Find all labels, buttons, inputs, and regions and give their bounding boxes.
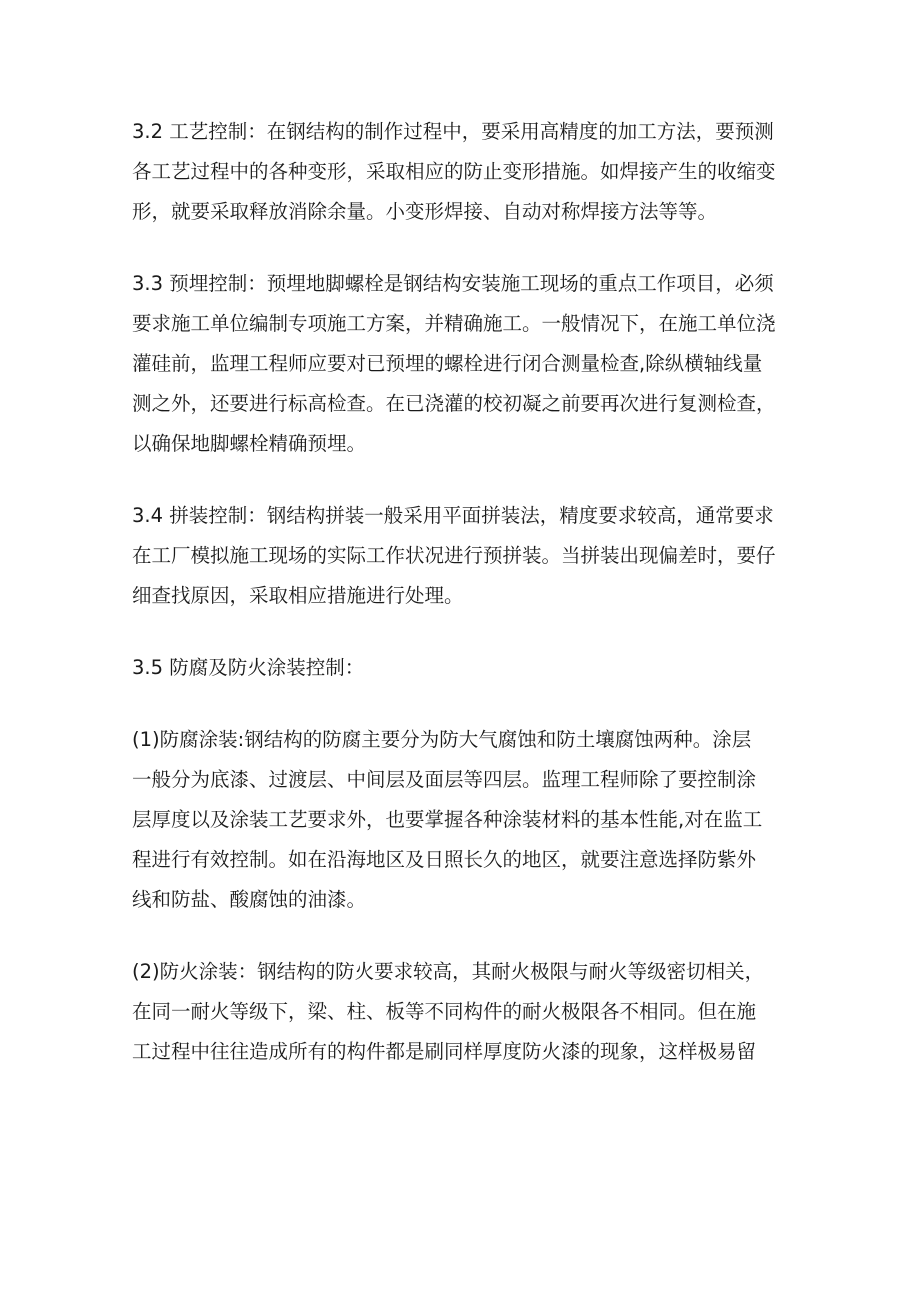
paragraph-line: 3.5 防腐及防火涂装控制： — [132, 656, 365, 679]
paragraph-3-2-process-control — [132, 112, 812, 232]
paragraph-line: 一般分为底漆、过渡层、中间层及面层等四层。监理工程师除了要控制涂 — [132, 768, 757, 791]
paragraph-fireproof-coating — [132, 952, 812, 1072]
paragraph-line: 要求施工单位编制专项施工方案，并精确施工。一般情况下，在施工单位浇 — [132, 312, 776, 335]
paragraph-line: 层厚度以及涂装工艺要求外，也要掌握各种涂装材料的基本性能,对在监工 — [132, 808, 763, 831]
paragraph-line: 灌硅前，监理工程师应要对已预埋的螺栓进行闭合测量检查,除纵横轴线量 — [132, 352, 763, 375]
paragraph-line: 以确保地脚螺栓精确预埋。 — [132, 432, 367, 455]
paragraph-line: 程进行有效控制。如在沿海地区及日照长久的地区，就要注意选择防紫外 — [132, 848, 757, 871]
paragraph-line: (1)防腐涂装:钢结构的防腐主要分为防大气腐蚀和防土壤腐蚀两种。涂层 — [132, 728, 752, 751]
paragraph-line: 在工厂模拟施工现场的实际工作状况进行预拼装。当拼装出现偏差时，要仔 — [132, 544, 776, 567]
paragraph-line: 3.4 拼装控制：钢结构拼装一般采用平面拼装法，精度要求较高，通常要求 — [132, 504, 774, 527]
paragraph-3-5-coating-heading — [132, 648, 812, 688]
document-body — [132, 112, 812, 1105]
paragraph-3-4-assembly-control — [132, 496, 812, 616]
paragraph-line: 形，就要采取释放消除余量。小变形焊接、自动对称焊接方法等等。 — [132, 200, 718, 223]
paragraph-line: 各工艺过程中的各种变形，采取相应的防止变形措施。如焊接产生的收缩变 — [132, 160, 776, 183]
paragraph-line: 3.3 预埋控制：预埋地脚螺栓是钢结构安装施工现场的重点工作项目，必须 — [132, 272, 774, 295]
paragraph-3-3-embedding-control — [132, 264, 812, 464]
paragraph-line: 3.2 工艺控制：在钢结构的制作过程中，要采用高精度的加工方法，要预测 — [132, 120, 774, 143]
paragraph-line: 在同一耐火等级下，梁、柱、板等不同构件的耐火极限各不相同。但在施 — [132, 1000, 757, 1023]
paragraph-line: (2)防火涂装：钢结构的防火要求较高，其耐火极限与耐火等级密切相关， — [132, 960, 765, 983]
paragraph-line: 细查找原因，采取相应措施进行处理。 — [132, 584, 464, 607]
paragraph-line: 测之外，还要进行标高检查。在已浇灌的校初凝之前要再次进行复测检查， — [132, 392, 776, 415]
paragraph-line: 工过程中往往造成所有的构件都是刷同样厚度防火漆的现象，这样极易留 — [132, 1040, 757, 1063]
paragraph-anticorrosion-coating — [132, 720, 812, 920]
paragraph-line: 线和防盐、酸腐蚀的油漆。 — [132, 888, 367, 911]
